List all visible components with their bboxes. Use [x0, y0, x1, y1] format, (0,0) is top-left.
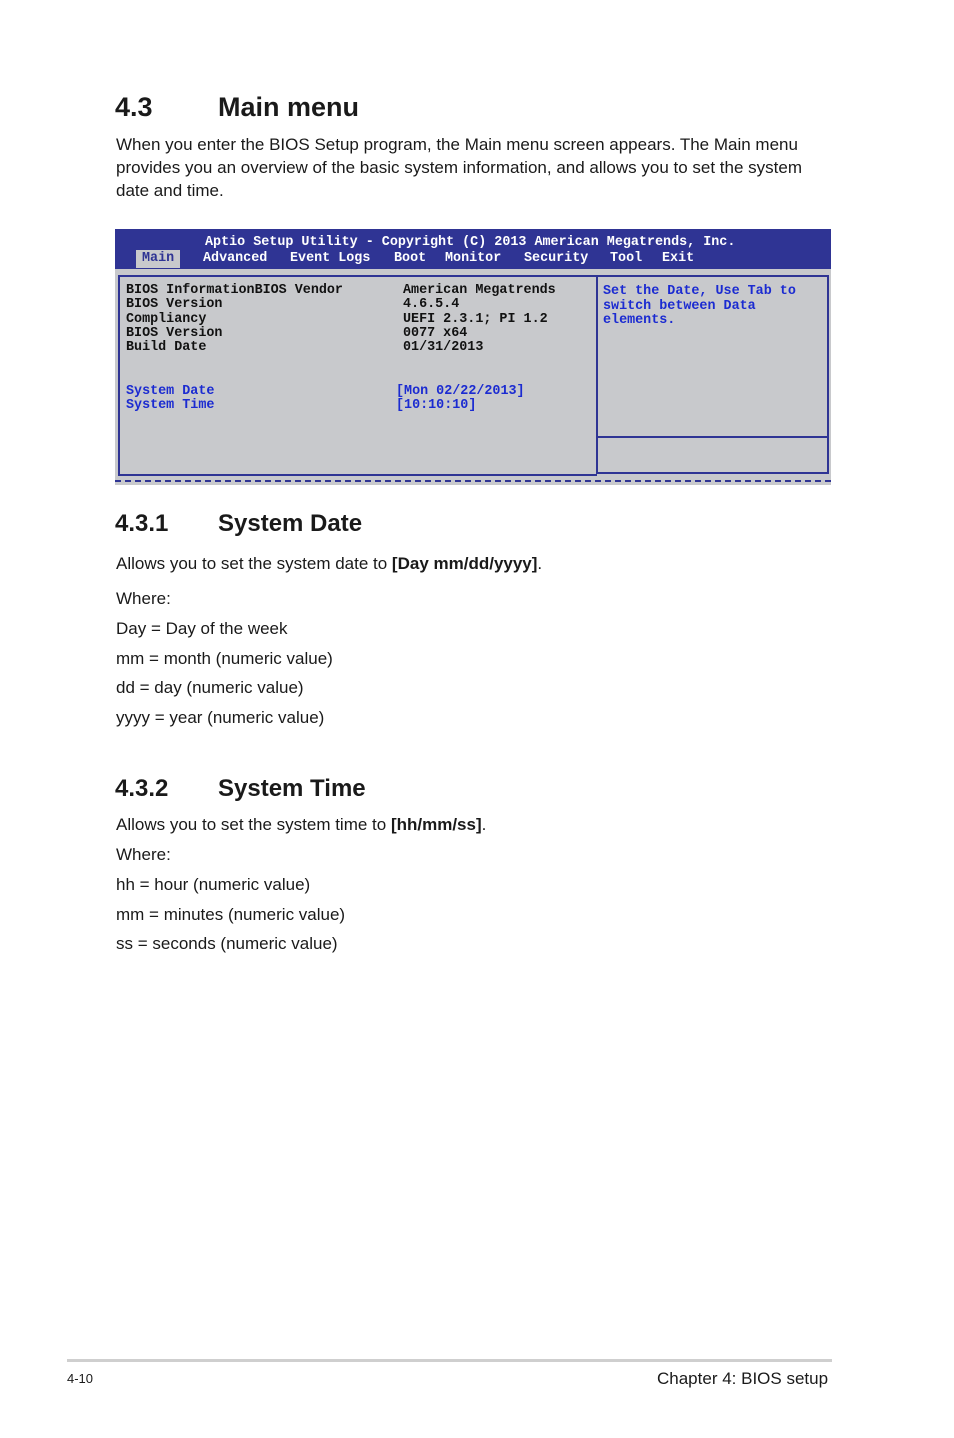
- section-heading: [115, 92, 359, 122]
- footer-rule: [67, 1359, 832, 1362]
- bios-menu-monitor[interactable]: Monitor: [445, 251, 502, 266]
- bios-info-label: BIOS Version: [126, 326, 223, 341]
- section-number: 4.3: [115, 92, 153, 122]
- bios-info-value: UEFI 2.3.1; PI 1.2: [403, 312, 548, 327]
- system-date-item: mm = month (numeric value): [116, 649, 333, 668]
- page-number: 4-10: [67, 1371, 94, 1386]
- system-date-number: 4.3.1: [115, 510, 169, 537]
- bios-screenshot: [115, 229, 831, 485]
- bios-help-line: elements.: [603, 313, 676, 328]
- bios-header: [115, 229, 831, 269]
- bios-system-date-value[interactable]: [Mon 02/22/2013]: [396, 384, 525, 399]
- system-date-desc-prefix: Allows you to set the system date to: [116, 554, 392, 573]
- bios-help-line: switch between Data: [603, 299, 756, 314]
- chapter-label: Chapter 4: BIOS setup: [657, 1369, 829, 1388]
- system-time-item: ss = seconds (numeric value): [116, 934, 338, 953]
- bios-info-value: 4.6.5.4: [403, 297, 460, 312]
- bios-torn-edge: [115, 480, 831, 482]
- system-time-heading: [115, 775, 366, 803]
- system-date-item: Day = Day of the week: [116, 619, 288, 638]
- bios-title: Aptio Setup Utility - Copyright (C) 2013 American Megatrends, Inc.: [205, 235, 736, 250]
- bios-keys-panel: [596, 435, 829, 474]
- section-title: Main menu: [218, 92, 360, 122]
- bios-menu-boot[interactable]: Boot: [394, 251, 427, 266]
- bios-menu-advanced[interactable]: Advanced: [203, 251, 268, 266]
- section-intro: When you enter the BIOS Setup program, the Main menu screen appears. The Main menu provides you an overview of the basic system information, and allows you to set the system date and time.: [116, 135, 802, 200]
- system-date-desc-suffix: .: [537, 554, 543, 573]
- bios-info-value: 0077 x64: [403, 326, 468, 341]
- system-date-item: dd = day (numeric value): [116, 678, 304, 697]
- system-time-title: System Time: [218, 775, 366, 802]
- bios-menu-security[interactable]: Security: [524, 251, 589, 266]
- bios-help-line: Set the Date, Use Tab to: [603, 284, 796, 299]
- system-date-desc: [116, 552, 542, 575]
- system-time-desc-prefix: Allows you to set the system time to: [116, 815, 391, 834]
- bios-menu-event-logs[interactable]: Event Logs: [290, 251, 371, 266]
- system-time-item: mm = minutes (numeric value): [116, 905, 346, 924]
- bios-system-date-label[interactable]: System Date: [126, 384, 215, 399]
- bios-info-label: BIOS Version: [126, 297, 223, 312]
- system-date-where: Where:: [116, 589, 171, 608]
- bios-system-time-value[interactable]: [10:10:10]: [396, 398, 477, 413]
- system-date-format: [Day mm/dd/yyyy]: [391, 554, 538, 573]
- system-date-heading: [115, 510, 362, 538]
- system-time-where: Where:: [116, 845, 171, 864]
- bios-menu-main[interactable]: Main: [136, 250, 180, 268]
- bios-system-time-label[interactable]: System Time: [126, 398, 215, 413]
- bios-menu-exit[interactable]: Exit: [662, 251, 695, 266]
- bios-info-label: Build Date: [126, 340, 207, 355]
- system-time-number: 4.3.2: [115, 775, 169, 802]
- system-time-desc: [116, 813, 486, 836]
- bios-info-value: American Megatrends: [403, 283, 556, 298]
- bios-info-value: 01/31/2013: [403, 340, 484, 355]
- bios-info-label: BIOS InformationBIOS Vendor: [126, 283, 343, 298]
- system-date-title: System Date: [218, 510, 363, 537]
- system-date-item: yyyy = year (numeric value): [116, 708, 325, 727]
- bios-info-label: Compliancy: [126, 312, 207, 327]
- bios-menu-tool[interactable]: Tool: [610, 251, 643, 266]
- system-time-item: hh = hour (numeric value): [116, 875, 311, 894]
- system-time-desc-suffix: .: [481, 815, 487, 834]
- system-time-format: [hh/mm/ss]: [390, 815, 482, 834]
